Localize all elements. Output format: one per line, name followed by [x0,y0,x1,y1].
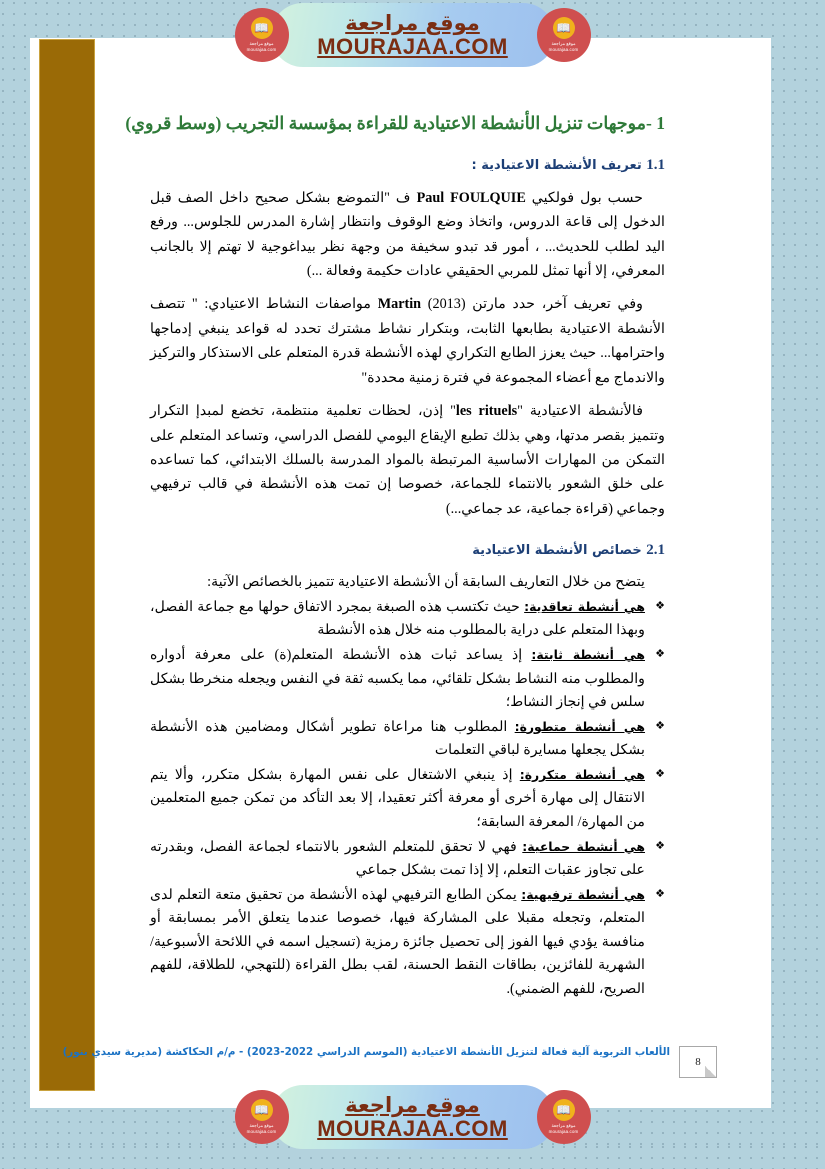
list-item [150,716,665,763]
logo-caption-right: موقع مراجعة mourajaa.com [548,1123,579,1134]
page-number-badge [679,1046,717,1078]
section-heading-text-2-1: خصائص الأنشطة الاعتيادية [472,543,642,559]
page-title: 1 -موجهات تنزيل الأنشطة الاعتيادية للقراءة بمؤسسة التجريب (وسط قروي) [125,113,665,133]
list-item-text: المطلوب هنا مراعاة تطوير أشكال ومضامين هذه الأنشطة بشكل يجعلها مسايرة لباقي التعلمات [150,718,645,759]
diamond-bullet-icon: ❖ [655,598,665,612]
list-item-lead: هي أنشطة ثابتة: [531,647,645,662]
brand-arabic-label-bottom: موقع مراجعة [345,1092,480,1117]
top-watermark-banner [0,0,825,70]
paragraph-martin-part2: (2013) مواصفات النشاط الاعتيادي: " تتصف الأنشطة الاعتيادية بطابعها الثابت، وبتكرار نشاط مشترك تحدد له قواعد ينبغي إدماجها واحترامها... حيث يعزز الطابع التكراري لهذه الأنشطة قدرة المتعلم على الاستذكار والتركيز والاندماج مع أعضاء المجموعة في فترة زمنية محددة" [150,296,665,386]
list-item-text: إذ ينبغي الاشتغال على نفس المهارة بشكل متكرر، وألا يتم الانتقال إلى مهارة أخرى أو معرفة أكثر تعقيدا، إلا بعد التأكد من تمكن جميع المتعلمين من المهارة/ المعرفة السابقة؛ [150,766,645,830]
list-item-text: فهي لا تحقق للمتعلم الشعور بالانتماء لجماعة الفصل، وبقدرته على تجاوز عقبات التعلم، إلا إذا تمت بشكل جماعي [150,838,645,879]
features-list [150,596,665,1002]
citation-paul-foulquie: Paul FOULQUIE [416,189,526,206]
features-intro-line: يتضح من خلال التعاريف السابقة أن الأنشطة الاعتيادية تتميز بالخصائص الآتية: [207,573,645,590]
brand-arabic-label-top: موقع مراجعة [345,10,480,35]
decorative-gold-sidebar [39,39,95,1091]
diamond-bullet-icon: ❖ [655,718,665,732]
paragraph-martin-part1: وفي تعريف آخر، حدد مارتن [465,296,643,313]
section-number-1-1: 1.1 [646,157,665,174]
list-item [150,644,665,715]
paragraph-foulquie [150,186,665,284]
logo-caption-left: موقع مراجعة mourajaa.com [246,1123,277,1134]
brand-url-label-bottom[interactable]: MOURAJAA.COM [317,1115,508,1141]
section-heading-text-1-1: تعريف الأنشطة الاعتيادية : [471,158,642,174]
paragraph-foulquie-part2: ف "التموضع بشكل صحيح داخل الصف قبل الدخول إلى قاعة الدروس، واتخاذ وضع الوقوف وانتظار إشارة المدرس للجلوس... ورفع اليد لطلب للحديث... ، أمور قد تبدو سخيفة من وجهة نظر بيداغوجية لا تهتم إلا بالجانب المعرفي، إلا أنها تمثل للمربي الحقيقي عادات حكيمة وفعالة ...) [150,189,665,280]
paragraph-rituels-part1: فالأنشطة الاعتيادية " [517,403,643,420]
list-item-lead: هي أنشطة متكررة: [519,766,645,782]
mourajaa-logo-left [235,1090,289,1144]
mourajaa-brand-pill-bottom[interactable] [271,1085,555,1149]
term-les-rituels: les rituels [455,403,518,420]
paragraph-rituels [150,399,665,521]
mourajaa-logo-right [537,1090,591,1144]
list-item-lead: هي أنشطة تعاقدية: [524,598,645,614]
paragraph-rituels-part2: " إذن، لحظات تعلمية منتظمة، تخضع لمبدإ التكرار وتتميز بقصر مدتها، وهي بذلك تطبع الإيقاع اليومي للفصل الدراسي، وتساعد المتعلم على التمكن من المهارات الأساسية المرتبطة بالمواد المدرسة بالسلك الابتدائي، كما تساعده على خلق الشعور بالانتماء للجماعة، خصوصا إن تمت هذه الأنشطة في قالب ترفيهي وجماعي (قراءة جماعية، عد جماعي...) [150,403,665,517]
footer-caption: الألعاب التربوية آلية فعالة لتنزيل الأنشطة الاعتيادية (الموسم الدراسي 2022-2023) - م/م الحكاكشة (مديرية سيدي بنور) [62,1046,670,1058]
logo-caption-right: موقع مراجعة mourajaa.com [548,41,579,52]
section-number-2-1: 2.1 [646,542,665,559]
paragraph-foulquie-part1: حسب بول فولكيي [525,189,643,206]
list-item-lead: هي أنشطة متطورة: [514,718,646,734]
book-icon: 📖 [553,1099,575,1121]
list-item-text: يمكن الطابع الترفيهي لهذه الأنشطة من تحقيق متعة التعلم لدى المتعلم، وتجعله مقبلا على المشاركة فيها، خصوصا عندما يتعلق الأمر بمسابقة أو منافسة يؤدي فيها الفوز إلى تحصيل جائزة رمزية (تسجيل اسمه في اللائحة الأسبوعية/ الشهرية للفائزين، بطاقات النقط الحسنة، لقب بطل القراءة (للتهجي، للطلاقة، للفهم الصريح، للفهم الضمني). [150,886,645,997]
list-item [150,836,665,883]
book-icon: 📖 [251,1099,273,1121]
section-heading-2-1 [150,539,665,562]
list-item [150,764,665,835]
mourajaa-logo-left [235,8,289,62]
logo-caption-left: موقع مراجعة mourajaa.com [246,41,277,52]
mourajaa-logo-right [537,8,591,62]
diamond-bullet-icon: ❖ [655,766,665,780]
paragraph-martin [150,292,665,390]
document-content [125,110,665,1002]
book-icon: 📖 [553,17,575,39]
list-item-text: حيث تكتسب هذه الصبغة بمجرد الاتفاق حولها مع جماعة الفصل، وبهذا المتعلم على دراية بالمطلوب منه خلال هذه الأنشطة [150,598,645,639]
citation-martin: Martin [377,296,422,313]
section-heading-1-1 [150,154,665,177]
brand-url-label-top[interactable]: MOURAJAA.COM [317,33,508,59]
list-item [150,884,665,1002]
diamond-bullet-icon: ❖ [655,886,665,900]
mourajaa-brand-pill-top[interactable] [271,3,555,67]
diamond-bullet-icon: ❖ [655,647,665,660]
list-item-lead: هي أنشطة جماعية: [522,838,645,854]
list-item [150,596,665,643]
page-number-value: 8 [695,1056,701,1068]
book-icon: 📖 [251,17,273,39]
diamond-bullet-icon: ❖ [655,838,665,852]
list-item-text: إذ يساعد ثبات هذه الأنشطة المتعلم(ة) على معرفة أدواره والمطلوب منه النشاط بشكل تلقائي، مما يكسبه ثقة في النفس ويجعله منخرطا بشكل سلس في إنجاز النشاط؛ [150,647,645,711]
bottom-watermark-banner [0,1082,825,1152]
list-item-lead: هي أنشطة ترفيهية: [521,886,645,902]
